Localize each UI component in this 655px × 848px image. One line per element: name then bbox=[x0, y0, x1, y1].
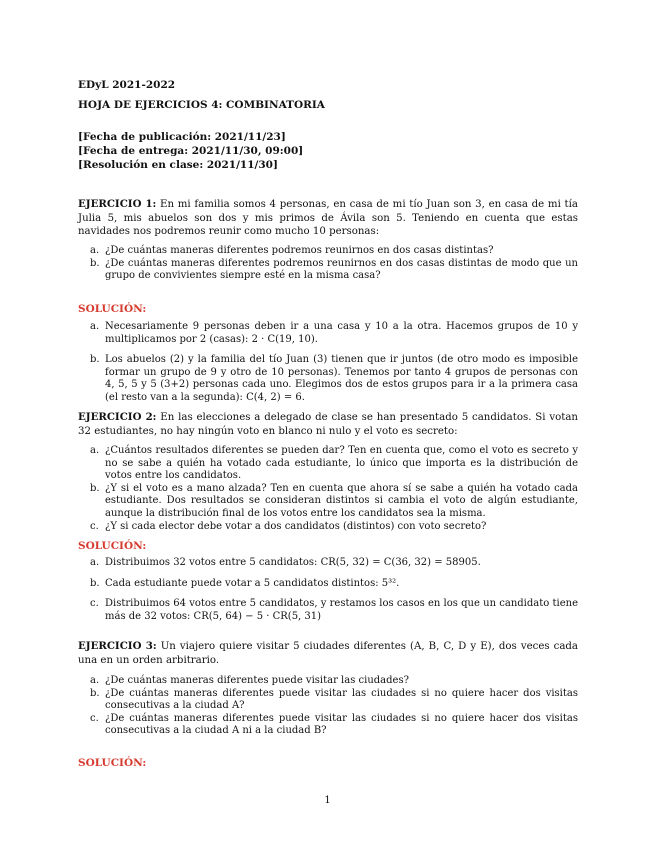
exercise-1-questions bbox=[78, 245, 578, 283]
question-item: a. ¿Cuántos resultados diferentes se pueden dar? Ten en cuenta que, como el voto es secreto y no se sabe a quién ha votado cada estudiante, lo único que importa es la distribución de votos entre los candidatos. bbox=[90, 445, 578, 482]
solution-item: a. Necesariamente 9 personas deben ir a una casa y 10 a la otra. Hacemos grupos de 10 y multiplicamos por 2 (casas): 2 · C(19, 10). bbox=[90, 321, 578, 345]
question-item: c. ¿Y si cada elector debe votar a dos candidatos (distintos) con voto secreto? bbox=[90, 520, 487, 532]
solution-item: c. Distribuimos 64 votos entre 5 candidatos, y restamos los casos en los que un candidato tiene más de 32 votos: CR(5, 64) − 5 · CR(5, 31) bbox=[90, 598, 578, 622]
exercise-2-text: En las elecciones a delegado de clase se han presentado 5 candidatos. Si votan 32 estudiantes, no hay ningún voto en blanco ni nulo y el voto es secreto: bbox=[78, 412, 578, 437]
publication-date: [Fecha de publicación: 2021/11/23] bbox=[78, 131, 286, 143]
exercise-2-solutions bbox=[78, 557, 578, 623]
exercise-1-label: EJERCICIO 1: bbox=[78, 198, 157, 210]
question-item: c. ¿De cuántas maneras diferentes puede visitar las ciudades si no quiere hacer dos visitas consecutivas a la ciudad A ni a la ciudad B? bbox=[90, 712, 578, 737]
question-item: b. ¿Y si el voto es a mano alzada? Ten en cuenta que ahora sí se sabe a quién ha votado cada estudiante. Dos resultados se consideran distintos si cambia el voto de algún estudiante, aunque la distribución final de los votos entre los candidatos sea la misma. bbox=[90, 482, 578, 519]
delivery-date: [Fecha de entrega: 2021/11/30, 09:00] bbox=[78, 145, 304, 157]
course-heading: EDyL 2021-2022 bbox=[78, 79, 176, 91]
question-item: a. ¿De cuántas maneras diferentes podremos reunirnos en dos casas distintas? bbox=[90, 245, 494, 256]
exercise-1-text: En mi familia somos 4 personas, en casa de mi tío Juan son 3, en casa de mi tía Julia 5, mis abuelos son dos y mis primos de Ávila son 5. Teniendo en cuenta que estas navidades nos podremos reunir como mucho 10 personas: bbox=[78, 199, 578, 237]
sheet-title: HOJA DE EJERCICIOS 4: COMBINATORIA bbox=[78, 99, 325, 111]
exercise-2-label: EJERCICIO 2: bbox=[78, 411, 157, 423]
question-item: b. ¿De cuántas maneras diferentes puede visitar las ciudades si no quiere hacer dos visitas consecutivas a la ciudad A? bbox=[90, 687, 578, 712]
exercise-1-solutions bbox=[78, 321, 578, 405]
solution-item: b. Los abuelos (2) y la familia del tío Juan (3) tienen que ir juntos (de otro modo es imposible formar un grupo de 9 y otro de 10 personas). Tenemos por tanto 4 grupos de personas con 4, 5, 5 y 5 (3+2) personas cada uno. Elegimos dos de estos grupos para ir a la primera casa (el resto van a la segunda): C(4, 2) = 6. bbox=[90, 354, 578, 403]
question-item: a. ¿De cuántas maneras diferentes puede visitar las ciudades? bbox=[90, 675, 409, 686]
solution-heading: SOLUCIÓN: bbox=[78, 540, 147, 552]
exercise-1-statement bbox=[78, 198, 578, 239]
exercise-3-label: EJERCICIO 3: bbox=[78, 640, 157, 652]
solution-heading: SOLUCIÓN: bbox=[78, 757, 147, 769]
solution-item: b. Cada estudiante puede votar a 5 candidatos distintos: 5³². bbox=[90, 577, 400, 589]
date-block bbox=[78, 130, 303, 172]
resolution-date: [Resolución en clase: 2021/11/30] bbox=[78, 159, 278, 171]
solution-item: a. Distribuimos 32 votos entre 5 candidatos: CR(5, 32) = C(36, 32) = 58905. bbox=[90, 557, 481, 568]
page-number: 1 bbox=[324, 795, 331, 806]
exercise-3-questions bbox=[78, 675, 578, 738]
exercise-3-text: Un viajero quiere visitar 5 ciudades diferentes (A, B, C, D y E), dos veces cada una en un orden arbitrario. bbox=[78, 641, 578, 666]
exercise-2-questions bbox=[78, 445, 578, 533]
solution-heading: SOLUCIÓN: bbox=[78, 303, 147, 315]
exercise-2-statement bbox=[78, 411, 578, 438]
exercise-3-statement bbox=[78, 640, 578, 667]
question-item: b. ¿De cuántas maneras diferentes podremos reunirnos en dos casas distintas de modo que un grupo de convivientes siempre esté en la misma casa? bbox=[90, 257, 578, 282]
